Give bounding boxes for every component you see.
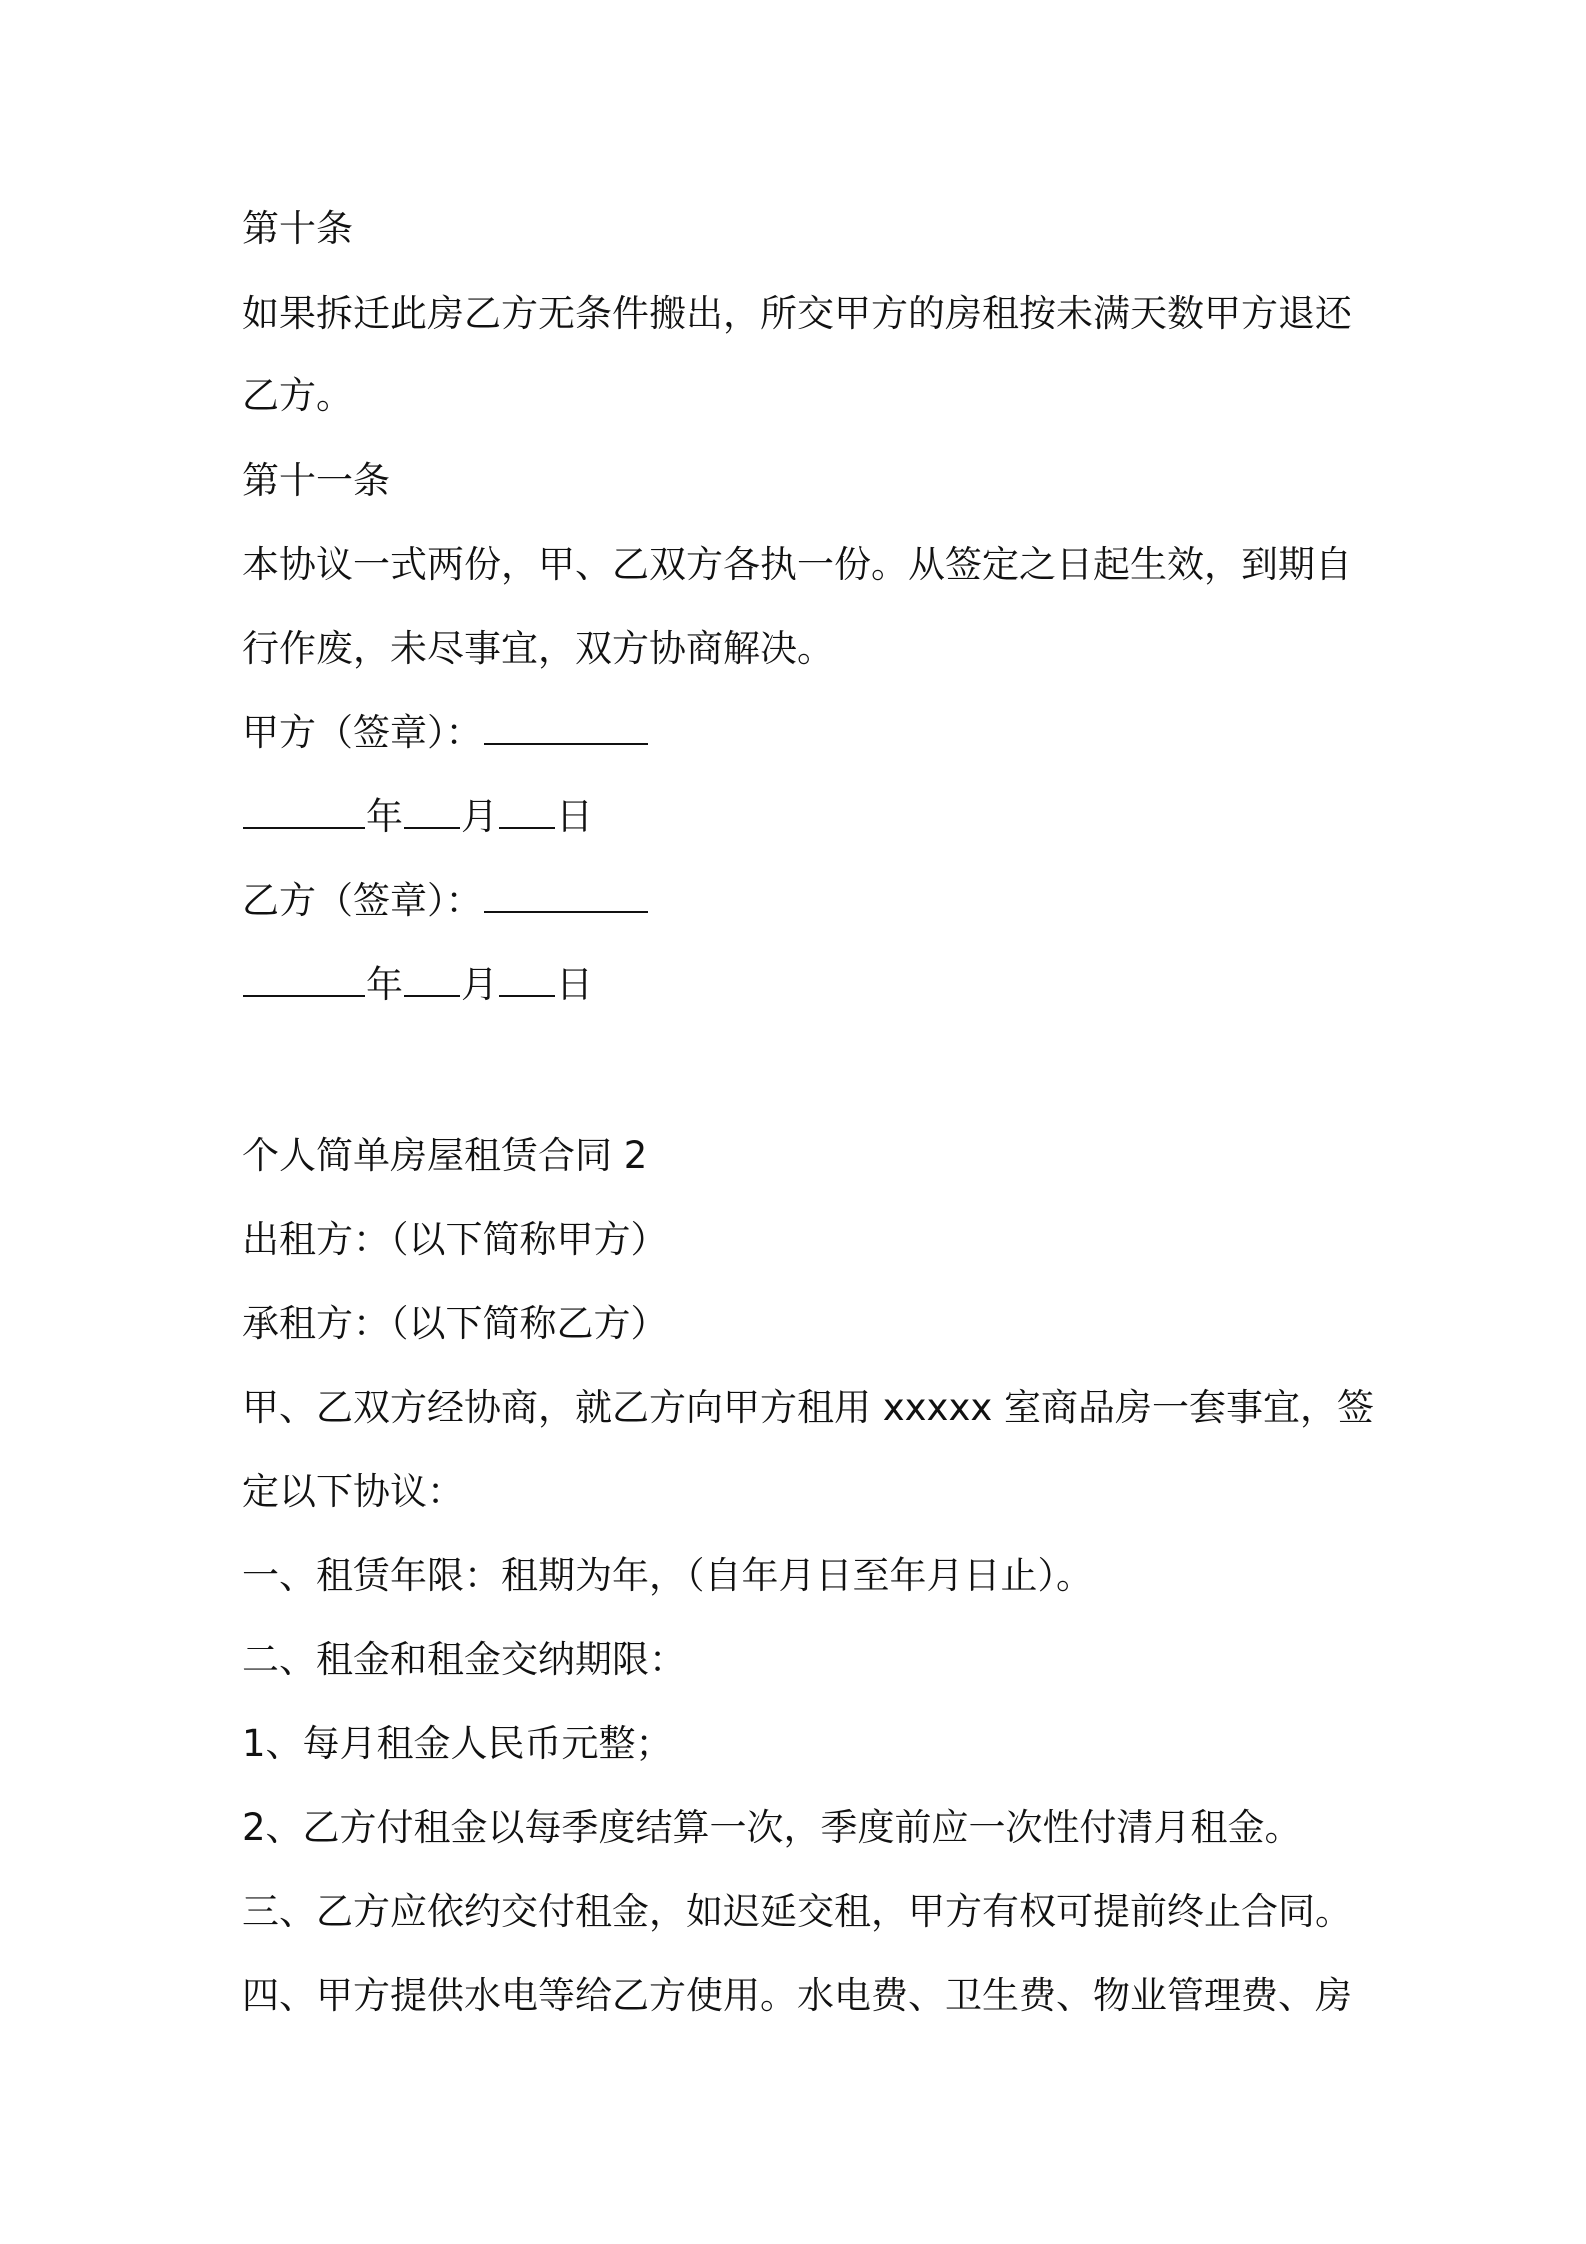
article-10-heading: 第十条	[242, 207, 353, 250]
month-label: 月	[461, 963, 498, 1006]
contract-2-intro-line-1: 甲、乙双方经协商，就乙方向甲方租用 xxxxx 室商品房一套事宜，签	[242, 1386, 1375, 1429]
month-blank	[404, 961, 460, 997]
party-a-signature-label: 甲方（签章）：	[242, 711, 483, 754]
contract-2-clause-4-line-1: 四、甲方提供水电等给乙方使用。水电费、卫生费、物业管理费、房	[242, 1974, 1352, 2017]
article-11-text-line-1: 本协议一式两份，甲、乙双方各执一份。从签定之日起生效，到期自	[242, 543, 1352, 586]
contract-2-lessee: 承租方：（以下简称乙方）	[242, 1302, 668, 1345]
year-label: 年	[366, 963, 403, 1006]
party-b-signature-line	[242, 877, 1362, 925]
article-11-heading: 第十一条	[242, 459, 390, 502]
article-10-text-line-2: 乙方。	[242, 374, 353, 417]
contract-2-clause-2-1: 1、每月租金人民币元整；	[242, 1722, 673, 1765]
party-b-signature-label: 乙方（签章）：	[242, 879, 483, 922]
party-b-signature-blank	[484, 877, 648, 913]
party-a-signature-blank	[484, 709, 648, 745]
article-11-text-line-2: 行作废，未尽事宜，双方协商解决。	[242, 627, 834, 670]
month-label: 月	[461, 795, 498, 838]
contract-2-clause-3: 三、乙方应依约交付租金，如迟延交租，甲方有权可提前终止合同。	[242, 1890, 1352, 1933]
day-label: 日	[556, 795, 593, 838]
day-blank	[499, 961, 555, 997]
day-label: 日	[556, 963, 593, 1006]
year-blank	[243, 793, 365, 829]
article-10-text-line-1: 如果拆迁此房乙方无条件搬出，所交甲方的房租按未满天数甲方退还	[242, 292, 1352, 335]
contract-2-clause-2-2: 2、乙方付租金以每季度结算一次，季度前应一次性付清月租金。	[242, 1806, 1302, 1849]
party-a-signature-line	[242, 709, 1362, 757]
month-blank	[404, 793, 460, 829]
year-blank	[243, 961, 365, 997]
party-a-date-line	[242, 793, 1362, 841]
year-label: 年	[366, 795, 403, 838]
party-b-date-line	[242, 961, 1362, 1009]
contract-2-clause-2: 二、租金和租金交纳期限：	[242, 1638, 686, 1681]
contract-2-intro-line-2: 定以下协议：	[242, 1470, 464, 1513]
day-blank	[499, 793, 555, 829]
contract-2-clause-1: 一、租赁年限：租期为年，（自年月日至年月日止）。	[242, 1554, 1093, 1597]
contract-2-title: 个人简单房屋租赁合同 2	[242, 1134, 648, 1177]
contract-2-lessor: 出租方：（以下简称甲方）	[242, 1218, 668, 1261]
